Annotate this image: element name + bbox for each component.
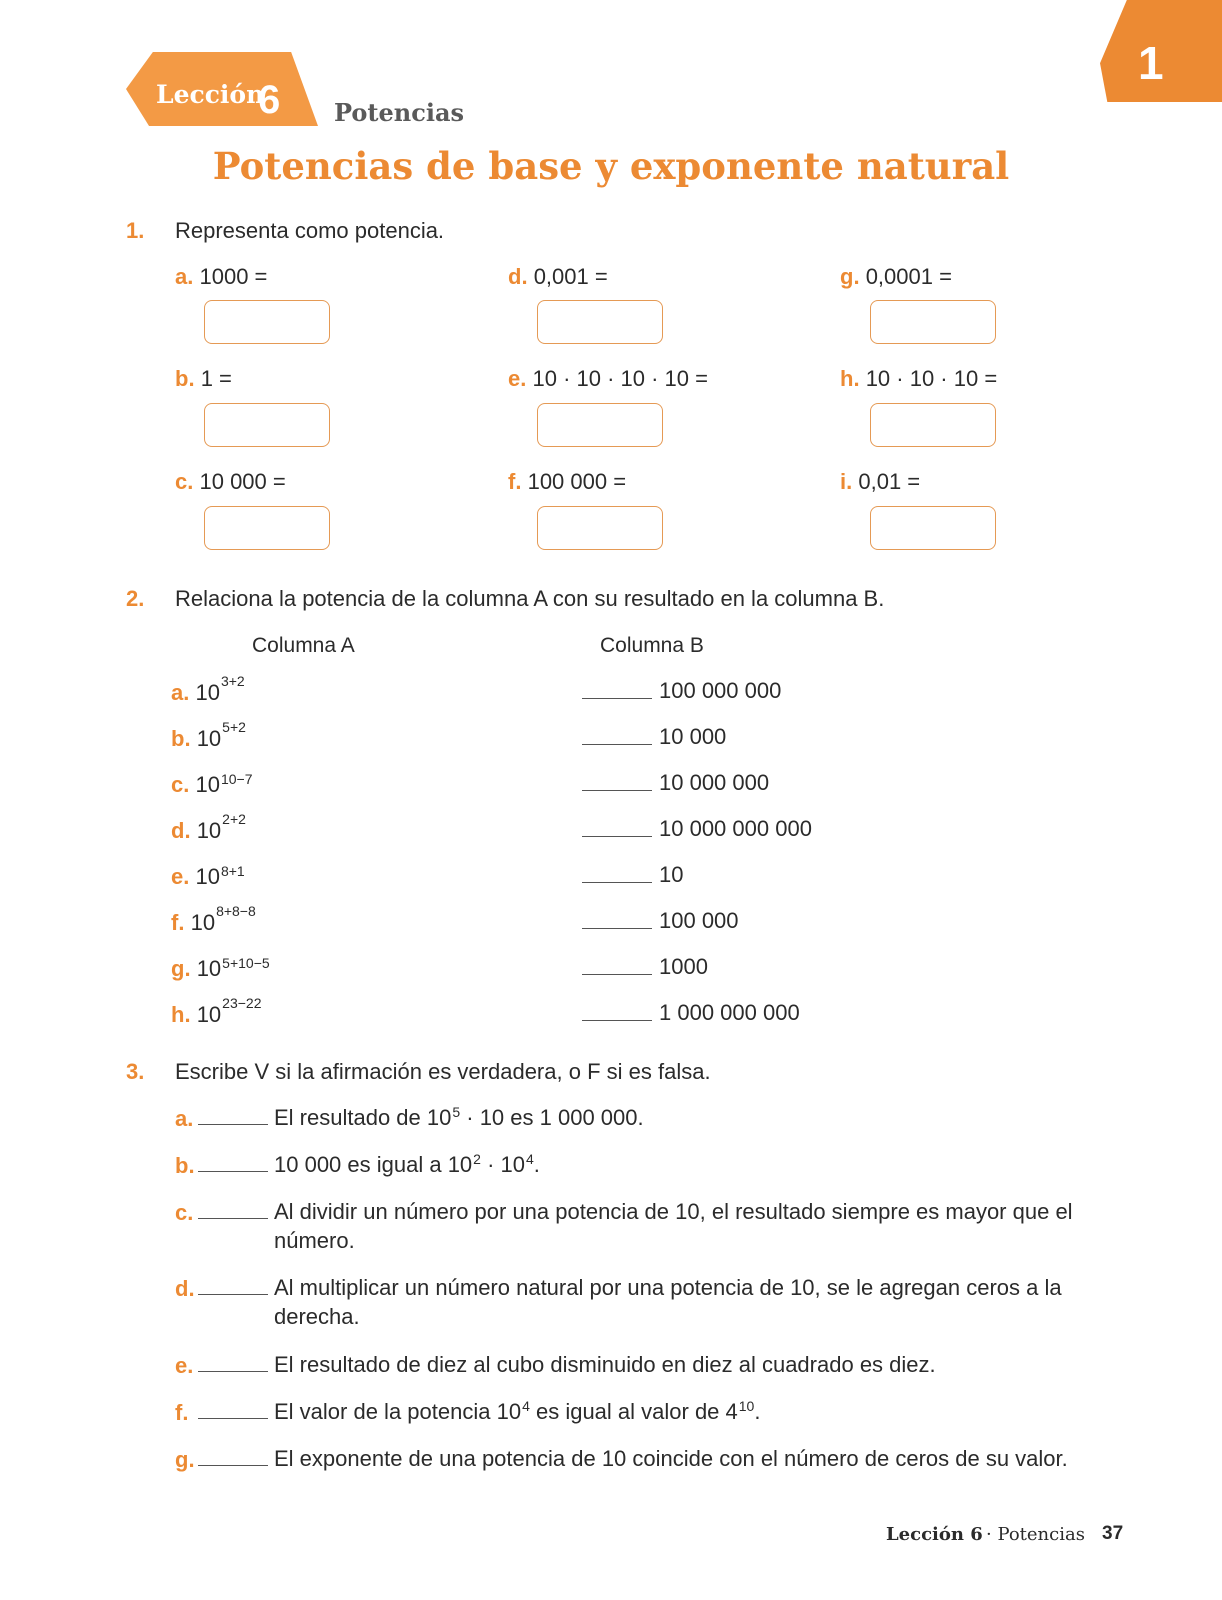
q2-result-6: 100 000 [659, 908, 739, 933]
q3-answer-blank-a[interactable] [198, 1124, 268, 1125]
q3-statement-e: El resultado de diez al cubo disminuido en diez al cuadrado es diez. [274, 1352, 936, 1377]
q1-item-b: b. 1 = [175, 366, 232, 391]
q3-letter-c: c. [175, 1200, 194, 1225]
q2-result-2: 10 000 [659, 724, 727, 749]
q1-answer-box-g[interactable] [870, 300, 996, 344]
q2-prompt: Relaciona la potencia de la columna A con su resultado en la columna B. [175, 586, 885, 611]
q1-answer-box-d[interactable] [537, 300, 663, 344]
q2-match-blank-3[interactable] [582, 790, 652, 791]
q3-answer-blank-f[interactable] [198, 1418, 268, 1419]
column-a-header: Columna A [252, 634, 355, 657]
q1-answer-box-h[interactable] [870, 403, 996, 447]
q2-match-blank-1[interactable] [582, 698, 652, 699]
q1-item-e: e. 10 · 10 · 10 · 10 = [508, 366, 708, 391]
unit-number: 1 [1138, 37, 1164, 89]
q2-number: 2. [126, 586, 145, 611]
q2-result-5: 10 [659, 862, 684, 887]
q3-statement-d: Al multiplicar un número natural por una potencia de 10, se le agregan ceros a la derecha. [274, 1275, 1062, 1329]
q1-item-g: g. 0,0001 = [840, 264, 952, 289]
q3-number: 3. [126, 1059, 145, 1084]
q2-item-h: h. $10^{23-22}$ [171, 995, 262, 1027]
q3-answer-blank-e[interactable] [198, 1371, 268, 1372]
q3-statement-c: Al dividir un número por una potencia de 10, el resultado siempre es mayor que el número. [274, 1199, 1073, 1253]
q3-letter-g: g. [175, 1447, 195, 1472]
q2-result-1: 100 000 000 [659, 678, 782, 703]
q2-item-c: c. $10^{10-7}$ [171, 771, 253, 797]
q2-result-8: 1 000 000 000 [659, 1000, 800, 1025]
q2-match-blank-8[interactable] [582, 1020, 652, 1021]
q1-item-h: h. 10 · 10 · 10 = [840, 366, 998, 391]
q1-answer-box-f[interactable] [537, 506, 663, 550]
lesson-label: Lección [156, 80, 265, 109]
q1-answer-box-i[interactable] [870, 506, 996, 550]
q1-item-c: c. 10 000 = [175, 469, 286, 494]
footer-lesson: Lección 6 [886, 1524, 983, 1545]
page-number: 37 [1102, 1523, 1124, 1544]
q2-item-b: b. $10^{5+2}$ [171, 719, 246, 751]
q3-statement-b: 10 000 es igual a $10^2 \cdot 10^4$. [274, 1151, 540, 1177]
q3-statement-f: El valor de la potencia $10^4$ es igual al valor de $4^{10}$. [274, 1398, 761, 1424]
column-b-header: Columna B [600, 634, 704, 657]
q2-match-blank-6[interactable] [582, 928, 652, 929]
q2-item-e: e. $10^{8+1}$ [171, 863, 245, 889]
q2-item-a: a. $10^{3+2}$ [171, 673, 245, 705]
q1-item-d: d. 0,001 = [508, 264, 608, 289]
q1-item-i: i. 0,01 = [840, 469, 921, 494]
lesson-topic: Potencias [334, 98, 465, 127]
q2-item-g: g. $10^{5+10-5}$ [171, 955, 270, 981]
q2-match-blank-2[interactable] [582, 744, 652, 745]
q3-statement-g: El exponente de una potencia de 10 coincide con el número de ceros de su valor. [274, 1446, 1068, 1471]
q2-result-3: 10 000 000 [659, 770, 770, 795]
q3-letter-d: d. [175, 1276, 195, 1301]
q2-match-blank-4[interactable] [582, 836, 652, 837]
q3-letter-f: f. [175, 1400, 189, 1425]
q3-prompt: Escribe V si la afirmación es verdadera, o F si es falsa. [175, 1059, 711, 1084]
q1-item-a: a. 1000 = [175, 264, 268, 289]
q1-answer-box-e[interactable] [537, 403, 663, 447]
q3-answer-blank-d[interactable] [198, 1294, 268, 1295]
q3-answer-blank-b[interactable] [198, 1171, 268, 1172]
q1-item-f: f. 100 000 = [508, 469, 627, 494]
q1-answer-box-c[interactable] [204, 506, 330, 550]
q3-letter-b: b. [175, 1153, 195, 1178]
q2-result-4: 10 000 000 000 [659, 816, 812, 841]
q3-answer-blank-g[interactable] [198, 1465, 268, 1466]
q1-prompt: Representa como potencia. [175, 218, 445, 243]
q3-statement-a: El resultado de $10^5 \cdot 10$ es 1 000 000. [274, 1104, 644, 1130]
footer-topic: · Potencias [986, 1524, 1085, 1545]
q2-match-blank-7[interactable] [582, 974, 652, 975]
q3-answer-blank-c[interactable] [198, 1218, 268, 1219]
page-title: Potencias de base y exponente natural [212, 144, 1010, 188]
q3-letter-a: a. [175, 1106, 194, 1131]
q1-answer-box-a[interactable] [204, 300, 330, 344]
q2-result-7: 1000 [659, 954, 708, 979]
q1-answer-box-b[interactable] [204, 403, 330, 447]
lesson-number: 6 [258, 78, 281, 122]
q2-item-d: d. $10^{2+2}$ [171, 811, 246, 843]
q2-match-blank-5[interactable] [582, 882, 652, 883]
q2-item-f: f. $10^{8+8-8}$ [171, 903, 256, 935]
q3-letter-e: e. [175, 1353, 194, 1378]
q1-number: 1. [126, 218, 145, 243]
